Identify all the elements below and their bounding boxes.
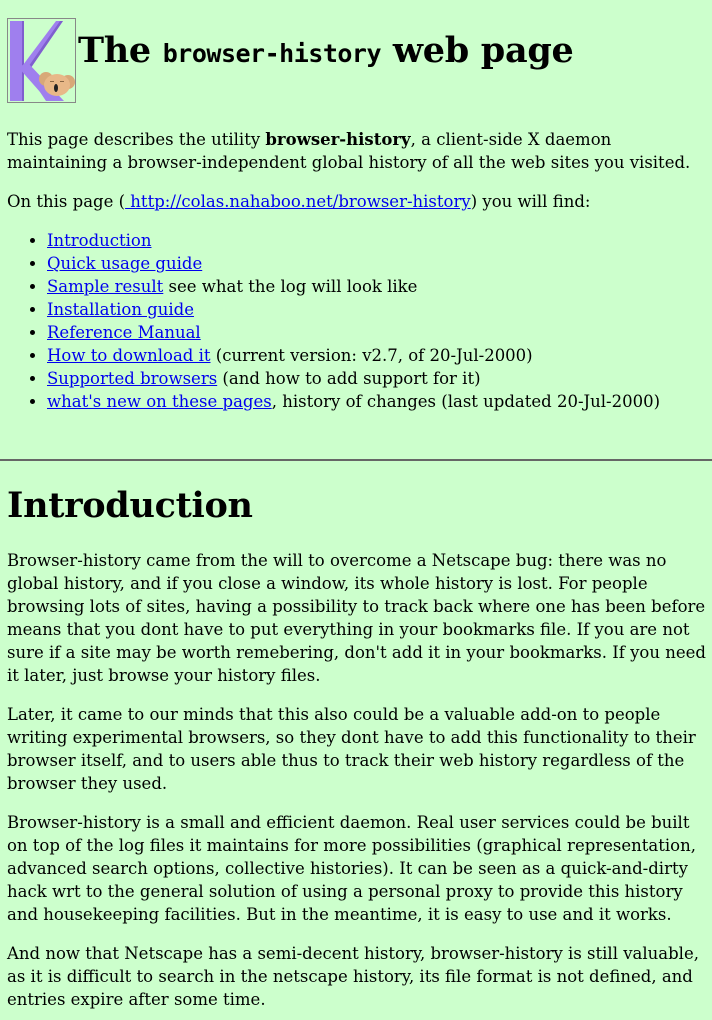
toc-link-supported-browsers[interactable]: Supported browsers [47,369,218,388]
onpage-suffix: ) you will find: [470,192,591,211]
title-suffix: web page [381,30,574,71]
toc-item [47,344,712,367]
toc-item [47,321,712,344]
toc-item [47,275,712,298]
table-of-contents [7,229,712,413]
title-code: browser-history [162,39,382,68]
toc-link-installation-guide[interactable]: Installation guide [47,300,194,319]
page-title [78,31,573,74]
toc-item-note: (and how to add support for it) [217,369,481,388]
toc-item [47,367,712,390]
introduction-section [0,483,712,1011]
toc-link-quick-usage-guide[interactable]: Quick usage guide [47,254,203,273]
page [0,17,712,413]
intro-paragraph [7,128,707,174]
section-divider [0,459,712,461]
koala-logo-icon [7,18,76,103]
intro-bold-name: browser-history [265,130,411,149]
title-row [7,17,712,104]
toc-link-download[interactable]: How to download it [47,346,211,365]
toc-item-note: , history of changes (last updated 20-Jul-2000) [271,392,661,411]
intro-text-after: , a client-side X daemon maintaining a browser-independent global history of all the web sites you visited. [7,130,691,172]
toc-item-note: (current version: v2.7, of 20-Jul-2000) [210,346,533,365]
intro-body-paragraph: And now that Netscape has a semi-decent history, browser-history is still valuable, as it is difficult to search in the netscape history, its file format is not defined, and entries expire after some time. [7,944,699,1009]
intro-body-paragraph: Browser-history came from the will to overcome a Netscape bug: there was no global history, and if you close a window, its whole history is lost. For people browsing lots of sites, having a possibility to track back where one has been before means that you dont have to put everything in your bookmarks file. If you are not sure if a site may be worth remebering, don't add it in your bookmarks. If you need it later, just browse your history files. [7,551,706,685]
intro-text-before: This page describes the utility [7,130,266,149]
toc-item-note: see what the log will look like [163,277,418,296]
toc-item [47,390,712,413]
onpage-prefix: On this page ( [7,192,126,211]
section-heading-introduction: Introduction [7,485,253,526]
on-this-page-paragraph [7,190,712,213]
title-prefix: The [78,30,163,71]
toc-link-sample-result[interactable]: Sample result [47,277,164,296]
toc-item [47,229,712,252]
intro-body-paragraph: Browser-history is a small and efficient daemon. Real user services could be built on top of the log files it maintains for more possibilities (graphical representation, advanced search options, collective histories). It can be seen as a quick-and-dirty hack wrt to the general solution of using a personal proxy to provide this history and housekeeping facilities. But in the meantime, it is easy to use and it works. [7,813,696,924]
intro-body-paragraph: Later, it came to our minds that this also could be a valuable add-on to people writing experimental browsers, so they dont have to add this functionality to their browser itself, and to users able thus to track their web history regardless of the browser they used. [7,705,696,793]
toc-link-reference-manual[interactable]: Reference Manual [47,323,201,342]
toc-link-whats-new[interactable]: what's new on these pages [47,392,272,411]
toc-item [47,252,712,275]
homepage-link[interactable]: http://colas.nahaboo.net/browser-history [125,192,471,211]
toc-item [47,298,712,321]
toc-link-introduction[interactable]: Introduction [47,231,152,250]
